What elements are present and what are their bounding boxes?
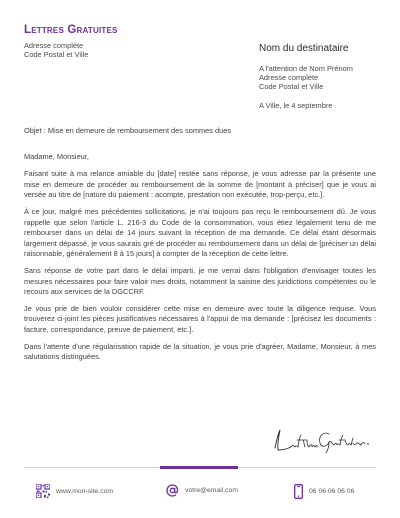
recipient-attention: A l'attention de Nom Prénom <box>259 64 353 73</box>
footer-website-text[interactable]: www.mon-site.com <box>56 487 114 495</box>
recipient-block <box>259 43 353 91</box>
letter-date: A Ville, le 4 septembre <box>259 101 333 110</box>
body-paragraph: À ce jour, malgré mes précédentes sollicitations, je n'ai toujours pas reçu le remboursement dû. Je vous rappelle que selon l'article L. 216-3 du Code de la consommation, vous étiez légalement tenu de me rembourser dans un délai de 14 jours suivant la réception de ma demande. Ce délai étant désormais largement dépassé, je vous saurais gré de procéder au remboursement dans un délai de [préciser un délai raisonnable, généralement 8 à 15 jours] à compter de la réception de cette lettre. <box>24 206 376 259</box>
footer-email <box>166 484 238 497</box>
brand-title: Lettres Gratuites <box>24 24 118 36</box>
body-paragraph: Je vous prie de bien vouloir considérer cette mise en demeure avec toute la diligence requise. Vous trouverez ci-joint les pièces justificatives nécessaires à l'appui de ma demande : [précisez les documents : facture, correspondance, preuve de paiement, etc.]. <box>24 303 376 334</box>
at-sign-icon <box>166 484 179 497</box>
qr-code-icon <box>36 484 50 498</box>
recipient-address: Adresse complète <box>259 73 319 82</box>
footer-phone <box>294 484 354 499</box>
footer-website <box>36 484 113 498</box>
footer-accent-bar <box>160 466 238 469</box>
sender-line-city: Code Postal et Ville <box>24 50 89 59</box>
sender-line-address: Adresse complète <box>24 41 84 50</box>
letter-subject: Objet : Mise en demeure de remboursement des sommes dues <box>24 126 232 135</box>
sender-address <box>24 41 88 59</box>
letter-greeting: Madame, Monsieur, <box>24 151 89 161</box>
recipient-name: Nom du destinataire <box>259 43 349 54</box>
footer-phone-text[interactable]: 06 06 06 06 06 <box>309 488 355 495</box>
letter-body <box>24 126 376 369</box>
body-paragraph: Dans l'attente d'une régularisation rapide de la situation, je vous prie d'agréer, Madame, Monsieur, à mes salutations distinguées. <box>24 341 376 362</box>
recipient-city: Code Postal et Ville <box>259 82 324 91</box>
body-paragraph: Sans réponse de votre part dans le délai imparti, je me verrai dans l'obligation d'envisager toutes les mesures nécessaires pour faire valoir mes droits, notamment la saisine des juridictions compétentes ou le recours aux services de la DGCCRF. <box>24 265 376 297</box>
footer-email-text[interactable]: votre@email.com <box>185 487 238 494</box>
handwritten-signature <box>271 426 371 456</box>
body-paragraph: Faisant suite à ma relance amiable du [date] restée sans réponse, je vous adresse par la présente une mise en demeure de procéder au remboursement de la somme de [montant à préciser] que je vous ai versée au titre de [nature du paiement : acompte, prestation non exécutée, trop-perçu, etc.]. <box>24 169 376 200</box>
smartphone-icon <box>294 484 303 499</box>
